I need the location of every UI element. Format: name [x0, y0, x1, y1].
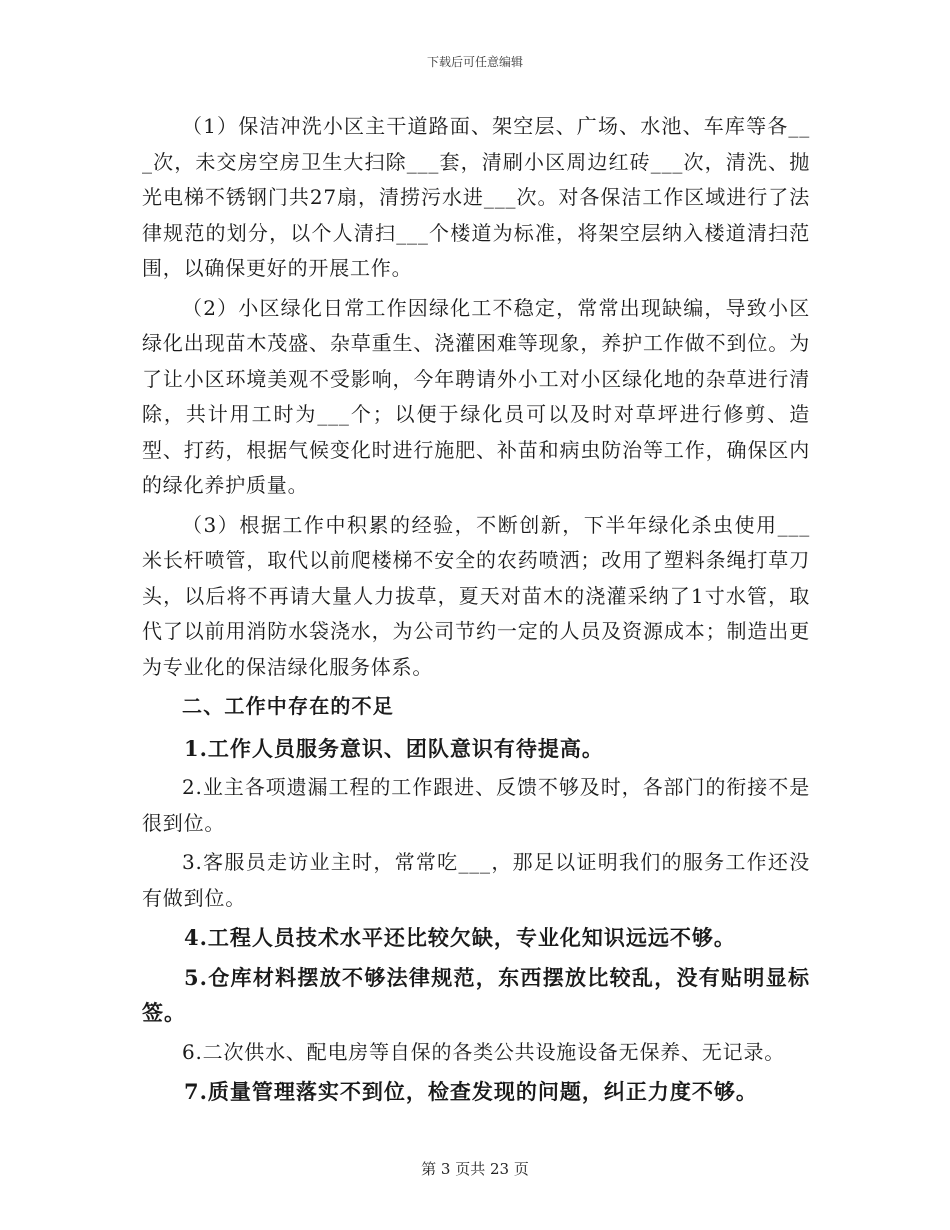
paragraph-greening: （2）小区绿化日常工作因绿化工不稳定，常常出现缺编，导致小区绿化出现苗木茂盛、杂草重生、浇灌困难等现象，养护工作做不到位。为了让小区环境美观不受影响，今年聘请外小工对小区绿化地的杂草进行清除，共计用工时为___个；以便于绿化员可以及时对草坪进行修剪、造型、打药，根据气候变化时进行施肥、补苗和病虫防治等工作，确保区内的绿化养护质量。	[142, 295, 810, 497]
page-header: 下载后可任意编辑	[426, 55, 523, 69]
paragraph-cleaning: （1）保洁冲洗小区主干道路面、架空层、广场、水池、车库等各___次，未交房空房卫生大扫除___套，清刷小区周边红砖___次，清洗、抛光电梯不锈钢门共27扇，清捞污水进___次。对各保洁工作区域进行了法律规范的划分，以个人清扫___个楼道为标准，将架空层纳入楼道清扫范围，以确保更好的开展工作。	[142, 114, 810, 280]
shortcoming-item-2: 2.业主各项遗漏工程的工作跟进、反馈不够及时，各部门的衔接不是很到位。	[142, 775, 810, 835]
shortcoming-item-5: 5.仓库材料摆放不够法律规范，东西摆放比较乱，没有贴明显标签。	[142, 964, 810, 1025]
section-heading-shortcomings: 二、工作中存在的不足	[182, 694, 394, 718]
shortcoming-item-4: 4.工程人员技术水平还比较欠缺，专业化知识远远不够。	[184, 925, 736, 950]
shortcoming-item-1: 1.工作人员服务意识、团队意识有待提高。	[184, 735, 604, 761]
document-body	[142, 109, 810, 1114]
shortcoming-item-3: 3.客服员走访业主时，常常吃___，那足以证明我们的服务工作还没有做到位。	[142, 850, 810, 910]
shortcoming-item-7: 7.质量管理落实不到位，检查发现的问题，纠正力度不够。	[184, 1079, 758, 1104]
shortcoming-item-6: 6.二次供水、配电房等自保的各类公共设施设备无保养、无记录。	[182, 1039, 786, 1064]
page-footer: 第 3 页共 23 页	[421, 1160, 529, 1178]
paragraph-innovation: （3）根据工作中积累的经验，不断创新，下半年绿化杀虫使用___米长杆喷管，取代以前爬楼梯不安全的农药喷洒；改用了塑料条绳打草刀头，以后将不再请大量人力拔草，夏天对苗木的浇灌采纳了1寸水管，取代了以前用消防水袋浇水，为公司节约一定的人员及资源成本；制造出更为专业化的保洁绿化服务体系。	[142, 512, 810, 679]
